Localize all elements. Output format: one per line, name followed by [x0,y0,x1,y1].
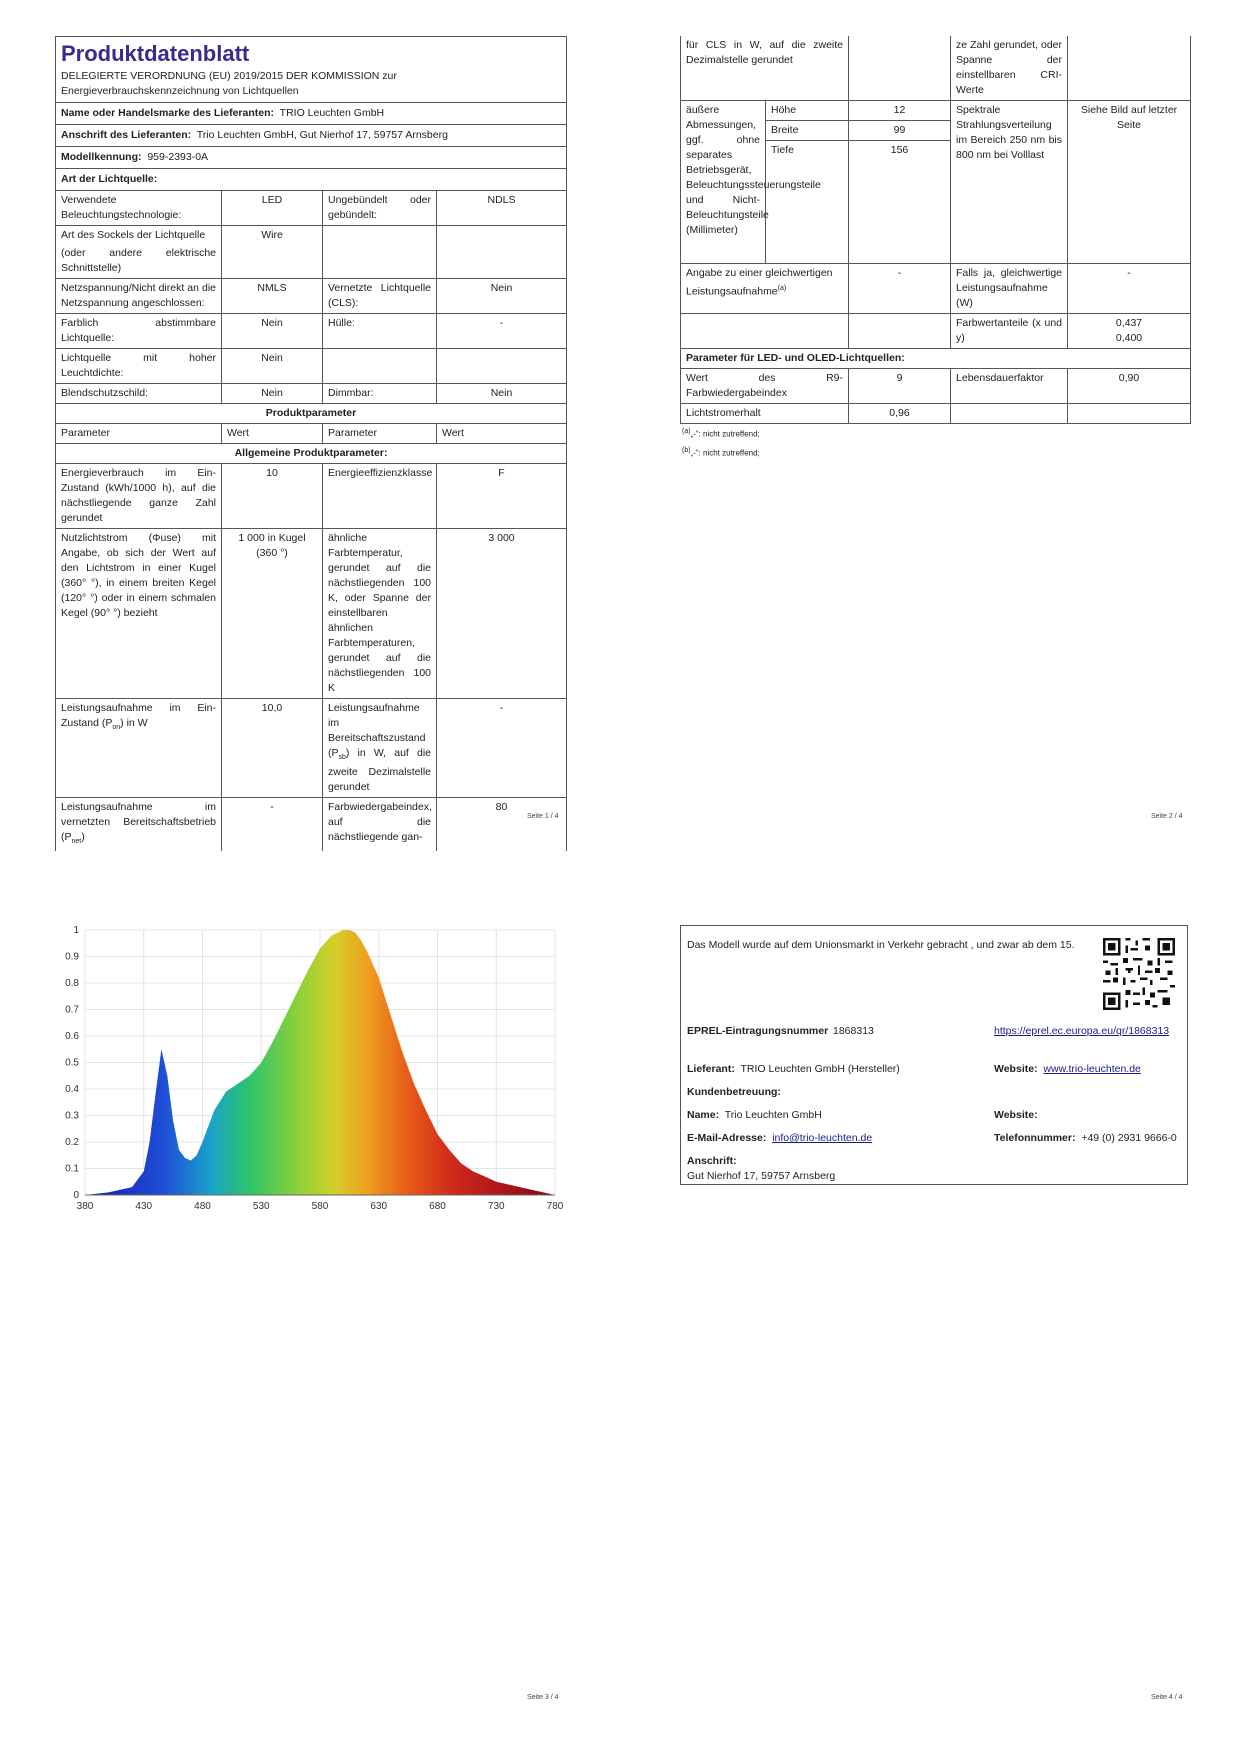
x-tick-label-3: 530 [252,1201,270,1212]
col-header-param-2: Parameter [323,424,437,444]
cri-value: 80 [437,798,567,852]
mains-label: Netzspannung/Nicht direkt an die Netzspannung angeschlossen: [56,279,222,314]
page-3 [40,920,580,1220]
equiv-value: - [849,264,951,314]
equiv-label: Angabe zu einer gleichwertigen Leistungsaufnahme$^{(a)}$ [681,264,849,314]
x-tick-label-5: 630 [370,1201,388,1212]
dims-label: äußere Abmessungen, ggf. ohne separates Betriebsgerät, Beleuchtungssteuerungsteile und Nicht-Beleuchtungsteile (Millimeter) [681,101,766,264]
cct-value: 3 000 [437,529,567,699]
depth-value: 156 [849,141,951,264]
address-label: Anschrift: [687,1155,737,1167]
y-tick-label-0: 0 [73,1190,79,1201]
supplier-line: Lieferant: TRIO Leuchten GmbH (Hersteller) [687,1063,900,1075]
led-params-heading: Parameter für LED- und OLED-Lichtquellen: [681,349,1191,369]
survival-value: 0,90 [1068,369,1191,404]
website-link[interactable]: www.trio-leuchten.de [1043,1063,1141,1075]
bundled-label: Ungebündelt oder gebündelt: [323,191,437,226]
flux-label: Nutzlichtstrom (Φuse) mit Angabe, ob sich der Wert auf den Lichtstrom in einer Kugel (360° °), in einem breiten Kegel (120° °) oder in einem schmalen Kegel (90° °) bezieht [56,529,222,699]
r9-value: 9 [849,369,951,404]
address-row [56,125,567,147]
socket-label: Art des Sockels der Lichtquelle [61,229,206,241]
cont-left: für CLS in W, auf die zweite Dezimalstelle gerundet [681,36,849,101]
tunable-value: Nein [222,314,323,349]
footnote-a: $^{(a)}$„-“: nicht zutreffend; [682,428,760,439]
bundled-value: NDLS [437,191,567,226]
height-value: 12 [849,101,951,121]
y-tick-label-1: 0.1 [65,1163,79,1175]
chroma-label: Farbwertanteile (x und y) [951,314,1068,349]
y-tick-label-5: 0.5 [65,1057,79,1069]
qr-code-icon[interactable] [1103,938,1175,1010]
website-line: Website: www.trio-leuchten.de [994,1063,1141,1075]
x-tick-label-1: 430 [135,1201,153,1212]
general-params-heading: Allgemeine Produktparameter: [56,444,567,464]
x-tick-label-8: 780 [546,1201,564,1212]
pnet-value: - [222,798,323,852]
y-tick-label-10: 1 [73,925,79,936]
energy-value: 10 [222,464,323,529]
supplier-label: Name oder Handelsmarke des Lieferanten: [61,107,274,119]
pon-label: Leistungsaufnahme im Ein-Zustand $(P_{on})$ in W [56,699,222,798]
maint-label: Lichtstromerhalt [681,404,849,424]
model-value: 959-2393-0A [147,151,209,163]
page-1 [55,36,566,851]
eprel-link[interactable]: https://eprel.ec.europa.eu/qr/1868313 [994,1025,1170,1037]
x-tick-label-0: 380 [76,1201,94,1212]
psb-label: Leistungsaufnahme im Bereitschaftszustand $(P_{sb})$ in W, auf die zweite Dezimalstelle gerundet [323,699,437,798]
regulation-line-1: DELEGIERTE VERORDNUNG (EU) 2019/2015 DER KOMMISSION zur [61,70,397,82]
highlum-value: Nein [222,349,323,384]
highlum-label: Lichtquelle mit hoher Leuchtdichte: [56,349,222,384]
customer-service-label: Kundenbetreuung: [687,1086,781,1098]
lightsource-type-heading: Art der Lichtquelle: [56,169,567,191]
envelope-label: Hülle: [323,314,437,349]
phone-line: Telefonnummer: +49 (0) 2931 9666-0 [994,1132,1177,1144]
supplier-row [56,103,567,125]
cont-right: ze Zahl gerundet, oder Spanne der einstellbaren CRI-Werte [951,36,1068,101]
dimmable-value: Nein [437,384,567,404]
maint-value: 0,96 [849,404,951,424]
page-4-contact-box [680,925,1188,1185]
page-title: Produktdatenblatt [61,41,250,66]
tech-label: Verwendete Beleuchtungstechnologie: [56,191,222,226]
survival-label: Lebensdauerfaktor [951,369,1068,404]
address-label: Anschrift des Lieferanten: [61,129,192,141]
col-header-value-2: Wert [437,424,567,444]
col-header-param: Parameter [56,424,222,444]
eeclass-value: F [437,464,567,529]
y-tick-label-4: 0.4 [65,1084,79,1095]
x-tick-label-7: 730 [487,1201,505,1212]
chroma-y: 0,400 [1115,332,1143,344]
email-line: E-Mail-Adresse: info@trio-leuchten.de [687,1132,873,1144]
psb-value: - [437,699,567,798]
product-datasheet-table-continued [680,36,1191,424]
depth-label: Tiefe [766,141,849,264]
spectral-label: Spektrale Strahlungsverteilung im Bereich 250 nm bis 800 nm bei Volllast [951,101,1068,264]
width-label: Breite [766,121,849,141]
model-row [56,147,567,169]
page-3-footer: Seite 3 / 4 [527,1694,559,1701]
eprel-label: EPREL-Eintragungsnummer [687,1025,829,1037]
page-2-footer: Seite 2 / 4 [1151,813,1183,820]
glare-label: Blendschutzschild: [56,384,222,404]
product-datasheet-table [55,36,567,851]
model-label: Modellkennung: [61,151,142,163]
tunable-label: Farblich abstimmbare Lichtquelle: [56,314,222,349]
socket-label-2: (oder andere elektrische Schnittstelle) [61,247,216,274]
cls-label: Vernetzte Lichtquelle (CLS): [323,279,437,314]
x-tick-label-6: 680 [429,1201,446,1212]
page-4-footer: Seite 4 / 4 [1151,1694,1183,1701]
market-text: Das Modell wurde auf dem Unionsmarkt in Verkehr gebracht , und zwar ab dem 15. [687,939,1075,951]
flux-value: 1 000 in Kugel (360 °) [222,529,323,699]
tech-value: LED [222,191,323,226]
y-tick-label-8: 0.8 [65,978,79,989]
ifyes-value: - [1068,264,1191,314]
x-tick-label-2: 480 [194,1201,211,1212]
glare-value: Nein [222,384,323,404]
y-tick-label-7: 0.7 [65,1004,79,1016]
page-1-footer: Seite 1 / 4 [527,813,559,820]
energy-label: Energieverbrauch im Ein-Zustand (kWh/1000 h), auf die nächstliegende ganze Zahl gerundet [56,464,222,529]
address-value: Gut Nierhof 17, 59757 Arnsberg [687,1170,836,1182]
chroma-x: 0,437 [1115,317,1143,329]
supplier-value: TRIO Leuchten GmbH [279,107,385,119]
height-label: Höhe [766,101,849,121]
y-tick-label-6: 0.6 [65,1031,79,1042]
email-link[interactable]: info@trio-leuchten.de [772,1132,873,1144]
eprel-value: 1868313 [833,1025,874,1037]
envelope-value: - [437,314,567,349]
y-tick-label-2: 0.2 [65,1137,79,1148]
product-params-heading: Produktparameter [56,404,567,424]
address-value: Trio Leuchten GmbH, Gut Nierhof 17, 59757 Arnsberg [196,129,448,141]
mains-value: NMLS [222,279,323,314]
y-tick-label-3: 0.3 [65,1110,79,1122]
spectral-value: Siehe Bild auf letzter Seite [1068,101,1191,264]
pnet-label: Leistungsaufnahme im vernetzten Bereitschaftsbetrieb $(P_{net})$ [56,798,222,852]
socket-value: Wire [222,226,323,279]
cri-label: Farbwiedergabeindex, auf die nächstliegende gan- [323,798,437,852]
name-line: Name: Trio Leuchten GmbH [687,1109,822,1121]
regulation-line-2: Energieverbrauchskennzeichnung von Lichtquellen [61,85,299,97]
footnote-b: $^{(b)}$„-“: nicht zutreffend; [682,446,760,458]
r9-label: Wert des R9-Farbwiedergabeindex [681,369,849,404]
page-2 [680,36,1190,461]
x-tick-label-4: 580 [311,1201,329,1212]
pon-value: 10,0 [222,699,323,798]
spectral-distribution-chart [40,920,580,1220]
eeclass-label: Energieeffizienzklasse [323,464,437,529]
website-2-label: Website: [994,1109,1038,1121]
cls-value: Nein [437,279,567,314]
chroma-value [1068,314,1191,349]
col-header-value: Wert [222,424,323,444]
dimmable-label: Dimmbar: [323,384,437,404]
ifyes-label: Falls ja, gleichwertige Leistungsaufnahme (W) [951,264,1068,314]
cct-label: ähnliche Farbtemperatur, gerundet auf die nächstliegenden 100 K, oder Spanne der einstellbaren ähnlichen Farbtemperaturen, gerundet auf die nächstliegenden 100 K [323,529,437,699]
width-value: 99 [849,121,951,141]
y-tick-label-9: 0.9 [65,951,79,963]
